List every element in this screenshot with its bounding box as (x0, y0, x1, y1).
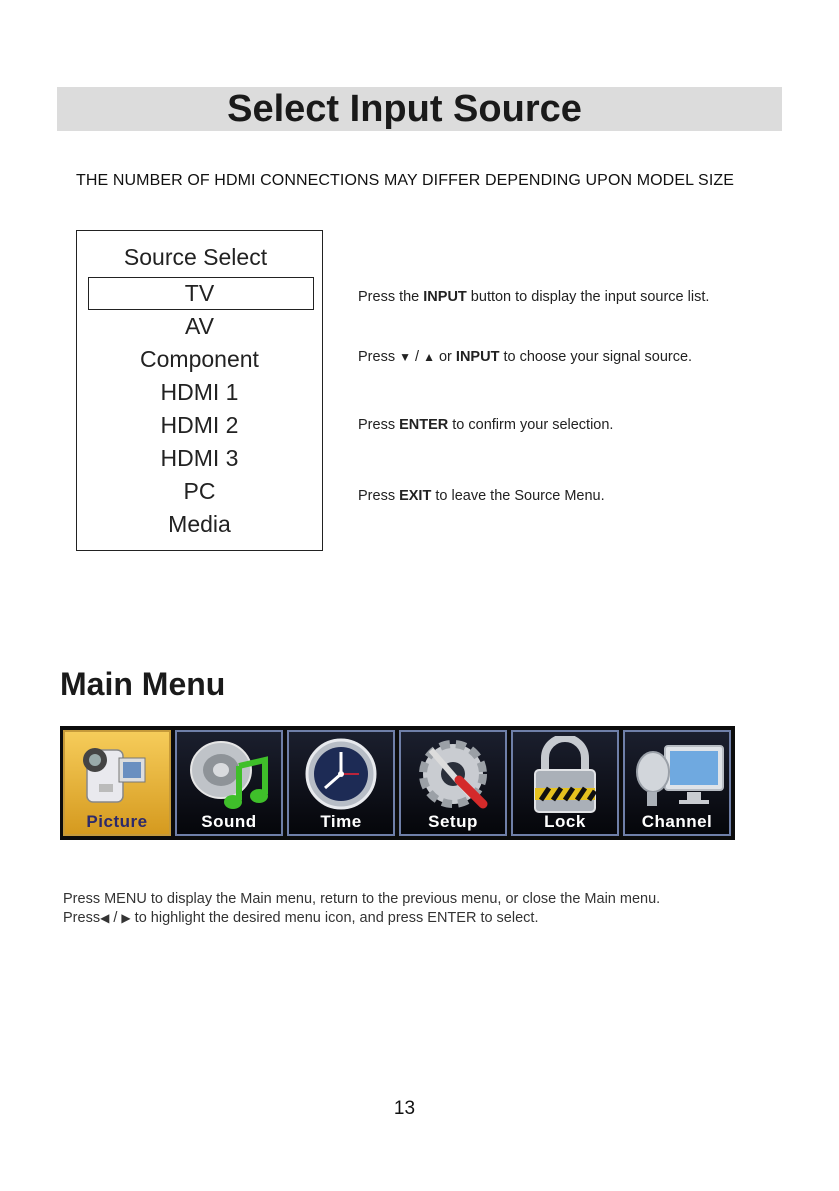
camcorder-icon (65, 736, 169, 814)
source-item-pc[interactable]: PC (183, 478, 216, 504)
source-item-av[interactable]: AV (185, 313, 214, 339)
source-item-hdmi3[interactable]: HDMI 3 (160, 445, 239, 471)
source-list (77, 277, 322, 541)
step-choose: Press ▼ / ▲ or INPUT to choose your signal source. (358, 349, 693, 365)
menu-item-sound[interactable] (175, 730, 283, 836)
down-arrow-icon: ▼ (399, 350, 411, 364)
menu-item-setup[interactable] (399, 730, 507, 836)
menu-item-lock[interactable] (511, 730, 619, 836)
gear-tools-icon (401, 736, 505, 814)
hdmi-note: THE NUMBER OF HDMI CONNECTIONS MAY DIFFER DEPENDING UPON MODEL SIZE (76, 172, 735, 189)
left-arrow-icon: ◀ (100, 911, 110, 925)
menu-label-time: Time (320, 812, 362, 831)
main-menu-bar (60, 726, 735, 840)
menu-label-setup: Setup (428, 812, 478, 831)
source-item-tv[interactable]: TV (77, 277, 322, 310)
step-enter: Press ENTER to confirm your selection. (358, 417, 614, 433)
clock-icon (289, 736, 393, 814)
source-item-media[interactable]: Media (168, 511, 231, 537)
menu-label-sound: Sound (201, 812, 257, 831)
right-arrow-icon: ▶ (121, 911, 131, 925)
source-select-menu (76, 230, 323, 551)
main-menu-instructions (63, 890, 660, 928)
page-title: Select Input Source (227, 88, 582, 130)
speaker-music-icon (177, 736, 281, 814)
source-item-component[interactable]: Component (140, 346, 259, 372)
main-menu-title: Main Menu (60, 666, 226, 702)
step-input: Press the INPUT button to display the input source list. (358, 289, 710, 305)
tv-satellite-icon (625, 736, 729, 814)
page-number: 13 (393, 1098, 416, 1119)
menu-item-picture[interactable] (63, 730, 171, 836)
menu-label-channel: Channel (641, 812, 713, 831)
lock-icon (513, 736, 617, 814)
source-item-hdmi2[interactable]: HDMI 2 (160, 412, 239, 438)
step-exit: Press EXIT to leave the Source Menu. (358, 488, 605, 504)
menu-item-time[interactable] (287, 730, 395, 836)
menu-label-lock: Lock (544, 812, 586, 831)
up-arrow-icon: ▲ (423, 350, 435, 364)
instructions-line-2: Press◀ / ▶ to highlight the desired menu icon, and press ENTER to select. (63, 910, 539, 926)
instructions-line-1: Press MENU to display the Main menu, return to the previous menu, or close the Main menu. (63, 891, 661, 907)
menu-item-channel[interactable] (623, 730, 731, 836)
source-item-hdmi1[interactable]: HDMI 1 (160, 379, 239, 405)
source-select-heading: Source Select (123, 244, 268, 270)
title-bar (57, 87, 782, 131)
menu-label-picture: Picture (86, 812, 148, 831)
